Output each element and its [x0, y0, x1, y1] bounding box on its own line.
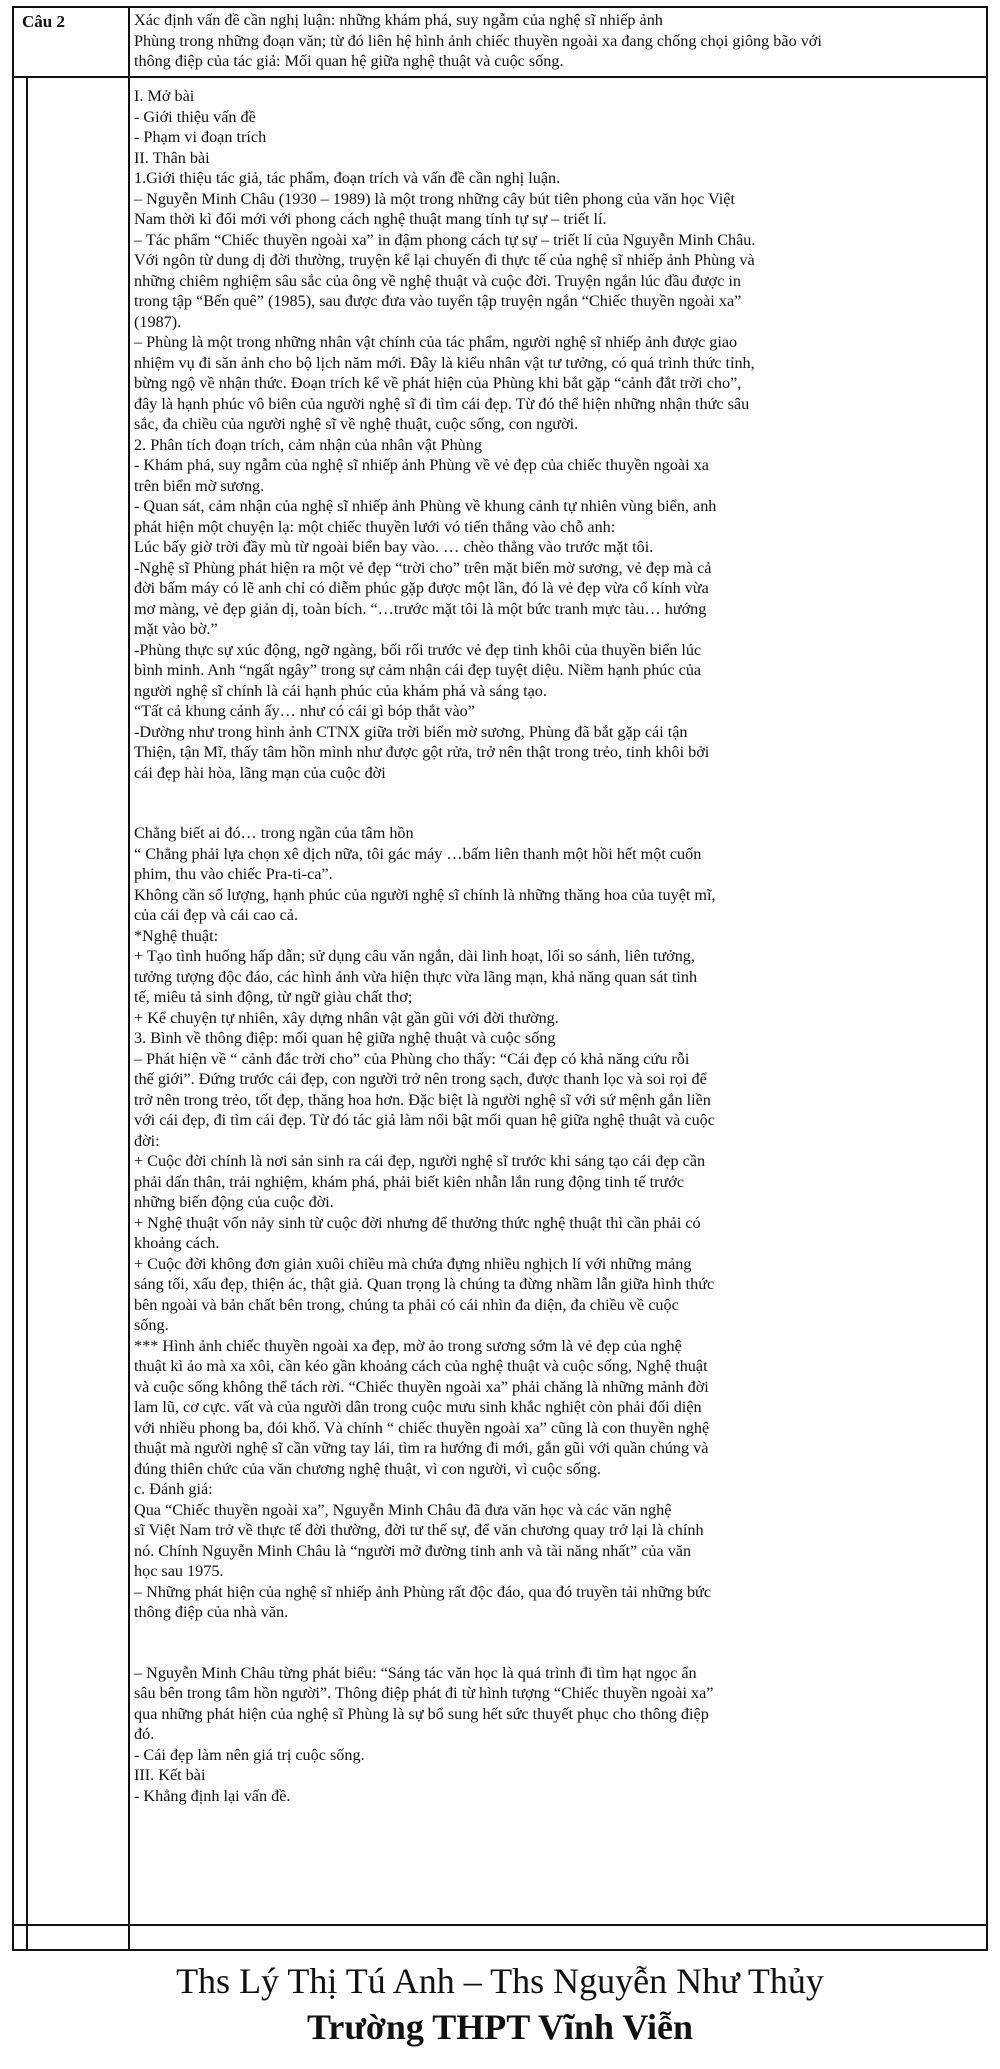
text-line: sáng tối, xấu đẹp, thiện ác, thật giả. Quan trọng là chúng ta đừng nhầm lẫn giữa hình thức	[134, 1275, 715, 1293]
text-line: Với ngôn từ dung dị đời thường, truyện kể lại chuyến đi thực tế của nghệ sĩ nhiếp ảnh Phùng và	[134, 251, 755, 269]
text-line: + Nghệ thuật vốn nảy sinh từ cuộc đời nhưng để thưởng thức nghệ thuật thì cần phải có	[134, 1213, 701, 1232]
text-line: những biến động của cuộc đời.	[134, 1193, 334, 1211]
text-line: - Phạm vi đoạn trích	[134, 128, 267, 146]
text-line: đây là hạnh phúc vô biên của người nghệ sĩ đi tìm cái đẹp. Từ đó thể hiện những nhận thức sâu	[134, 394, 750, 413]
text-line: *** Hình ảnh chiếc thuyền ngoài xa đẹp, mờ ảo trong sương sớm là vẻ đẹp của nghệ	[134, 1336, 682, 1355]
text-line: tế, miêu tả sinh động, từ ngữ giàu chất thơ;	[134, 988, 413, 1006]
text-line: - Quan sát, cảm nhận của nghệ sĩ nhiếp ảnh Phùng về khung cảnh tự nhiên vùng biển, anh	[134, 497, 717, 515]
row-divider-bottom	[12, 1924, 988, 1926]
text-line: những chiêm nghiệm sâu sắc của ông về nghệ thuật và cuộc đời. Truyện ngắn lúc đầu được in	[134, 271, 741, 290]
table-border-top	[12, 6, 988, 8]
text-line: Thiện, tận Mĩ, thấy tâm hồn mình như được gột rửa, trở nên thật trong trẻo, tinh khôi bởi	[134, 743, 710, 761]
text-line: – Phùng là một trong những nhân vật chính của tác phẩm, người nghệ sĩ nhiếp ảnh được giao	[134, 333, 738, 351]
text-line: “Tất cả khung cảnh ấy… như có cái gì bóp thắt vào”	[134, 702, 475, 720]
footer-authors: Ths Lý Thị Tú Anh – Ths Nguyễn Như Thủy	[176, 1961, 824, 2001]
text-line: bên ngoài và bản chất bên trong, chúng ta phải có cái nhìn đa diện, đa chiều về cuộc	[134, 1295, 679, 1314]
text-line: sâu bên trong tâm hồn người”. Thông điệp phát đi từ hình tượng “Chiếc thuyền ngoài xa”	[134, 1684, 714, 1702]
inner-left-line	[26, 76, 28, 1950]
text-line: “ Chẳng phải lựa chọn xê dịch nữa, tôi gác máy …bấm liên thanh một hồi hết một cuốn	[134, 844, 702, 863]
text-line: phát hiện một chuyện lạ: một chiếc thuyền lưới vó tiến thẳng vào chỗ anh:	[134, 517, 616, 536]
text-line: + Tạo tình huống hấp dẫn; sử dụng câu văn ngắn, dài linh hoạt, lối so sánh, liên tưởng,	[134, 947, 695, 965]
blank-line	[134, 783, 984, 803]
text-line: với nhiều phong ba, đói khổ. Và chính “ chiếc thuyền ngoài xa” cũng là con thuyền nghệ	[134, 1418, 710, 1437]
text-line: -Dường như trong hình ảnh CTNX giữa trời biển mờ sương, Phùng đã bắt gặp cái tận	[134, 722, 688, 741]
text-line: phải dấn thân, trải nghiệm, khám phá, phải biết kiên nhẫn lắn rung động tinh tế trước	[134, 1172, 685, 1191]
text-line: + Cuộc đời chính là nơi sản sinh ra cái đẹp, người nghệ sĩ trước khi sáng tạo cái đẹp cần	[134, 1152, 706, 1170]
text-line: nhiệm vụ đi săn ảnh cho bộ lịch năm mới. Đây là kiểu nhân vật tư tưởng, có quá trình thức tỉnh,	[134, 353, 755, 372]
text-line: qua những phát hiện của nghệ sĩ Phùng là sự bổ sung hết sức thuyết phục cho thông điệp	[134, 1704, 709, 1723]
text-line: - Cái đẹp làm nên giá trị cuộc sống.	[134, 1745, 365, 1764]
text-line: Phùng trong những đoạn văn; từ đó liên hệ hình ảnh chiếc thuyền ngoài xa đang chống chọi giông bão với	[134, 31, 822, 50]
text-line: – Tác phẩm “Chiếc thuyền ngoài xa” in đậm phong cách tự sự – triết lí của Nguyễn Minh Châu.	[134, 230, 756, 249]
text-line: đời bấm máy có lẽ anh chỉ có diễm phúc gặp được một lần, đó là vẻ đẹp vừa cổ kính vừa	[134, 579, 709, 597]
text-line: phim, thu vào chiếc Pra-ti-ca”.	[134, 865, 333, 883]
text-line: *Nghệ thuật:	[134, 926, 219, 945]
text-line: 1.Giới thiệu tác giả, tác phẩm, đoạn trích và vấn đề cần nghị luận.	[134, 169, 561, 187]
text-line: với cái đẹp, đi tìm cái đẹp. Từ đó tác giả làm nổi bật mối quan hệ giữa nghệ thuật và cuộc	[134, 1111, 715, 1129]
text-line: + Cuộc đời không đơn giản xuôi chiều mà chứa đựng nhiều nghịch lí với những mảng	[134, 1254, 692, 1273]
text-line: nó. Chính Nguyễn Minh Châu là “người mở đường tinh anh và tài năng nhất” của văn	[134, 1541, 692, 1560]
table-border-right	[986, 6, 988, 1950]
blank-line	[134, 1623, 984, 1643]
text-line: thông điệp của tác giả: Mối quan hệ giữa nghệ thuật và cuộc sống.	[134, 52, 564, 70]
text-line: - Giới thiệu vấn đề	[134, 107, 256, 126]
text-line: Nam thời kì đổi mới với phong cách nghệ thuật mang tính tự sự – triết lí.	[134, 210, 607, 228]
text-line: thuật kì ảo mà xa xôi, cần kéo gần khoảng cách của nghệ thuật và cuộc sống, Nghệ thuật	[134, 1357, 708, 1375]
text-line: Không cần số lượng, hạnh phúc của người nghệ sĩ chính là những thăng hoa của tuyệt mĩ,	[134, 885, 716, 904]
table-border-bottom	[12, 1949, 988, 1951]
row-divider	[12, 76, 988, 78]
row2-content	[134, 86, 984, 1806]
text-line: (1987).	[134, 312, 182, 331]
text-line: – Những phát hiện của nghệ sĩ nhiếp ảnh Phùng rất độc đáo, qua đó truyền tải những bức	[134, 1582, 712, 1601]
text-line: Chẳng biết ai đó… trong ngần của tâm hồn	[134, 824, 414, 842]
text-line: II. Thân bài	[134, 148, 210, 167]
text-line: học sau 1975.	[134, 1562, 224, 1580]
text-line: c. Đánh giá:	[134, 1480, 213, 1498]
blank-line	[134, 1643, 984, 1663]
text-line: -Nghệ sĩ Phùng phát hiện ra một vẻ đẹp “trời cho” trên mặt biển mờ sương, vẻ đẹp mà cả	[134, 558, 712, 577]
text-line: sĩ Việt Nam trở về thực tế đời thường, đời tư thế sự, để văn chương quay trở lại là chính	[134, 1521, 704, 1539]
text-line: Qua “Chiếc thuyền ngoài xa”, Nguyễn Minh Châu đã đưa văn học và các văn nghệ	[134, 1500, 672, 1519]
text-line: người nghệ sĩ chính là cái hạnh phúc của khám phá và sáng tạo.	[134, 681, 547, 700]
text-line: lam lũ, cơ cực. vất và của người dân trong cuộc mưu sinh khắc nghiệt còn phải đối diện	[134, 1398, 702, 1416]
text-line: đời:	[134, 1131, 160, 1150]
text-line: của cái đẹp và cái cao cả.	[134, 906, 299, 924]
text-line: đó.	[134, 1725, 155, 1743]
text-line: - Khám phá, suy ngẫm của nghệ sĩ nhiếp ảnh Phùng về vẻ đẹp của chiếc thuyền ngoài xa	[134, 456, 709, 474]
text-line: mặt vào bờ.”	[134, 620, 218, 638]
text-line: 3. Bình về thông điệp: mối quan hệ giữa nghệ thuật và cuộc sống	[134, 1029, 556, 1047]
text-line: đúng thiên chức của văn chương nghệ thuật, vì con người, vì cuộc sống.	[134, 1459, 601, 1478]
text-line: sống.	[134, 1316, 169, 1334]
text-line: trở nên trong trẻo, tốt đẹp, thăng hoa hơn. Đặc biệt là người nghệ sĩ với sứ mệnh gắn liền	[134, 1090, 711, 1109]
text-line: 2. Phân tích đoạn trích, cảm nhận của nhân vật Phùng	[134, 435, 482, 454]
text-line: + Kể chuyện tự nhiên, xây dựng nhân vật gần gũi với đời thường.	[134, 1008, 559, 1027]
text-line: I. Mở bài	[134, 87, 195, 105]
text-line: thông điệp của nhà văn.	[134, 1603, 289, 1621]
row1-content	[134, 10, 984, 72]
text-line: trong tập “Bến quê” (1985), sau được đưa vào tuyển tập truyện ngắn “Chiếc thuyền ngoài xa”	[134, 292, 742, 310]
answer-table	[12, 6, 988, 1950]
text-line: – Nguyễn Minh Châu từng phát biểu: “Sáng tác văn học là quá trình đi tìm hạt ngọc ẩn	[134, 1663, 697, 1682]
text-line: Xác định vấn đề cần nghị luận: những khám phá, suy ngẫm của nghệ sĩ nhiếp ảnh	[134, 11, 663, 29]
column-divider	[128, 6, 130, 1950]
text-line: và cuộc sống không thể tách rời. “Chiếc thuyền ngoài xa” phải chăng là những mảnh đời	[134, 1377, 709, 1396]
text-line: khoảng cách.	[134, 1234, 220, 1252]
text-line: sắc, đa chiều của người nghệ sĩ về nghệ thuật, cuộc sống, con người.	[134, 415, 579, 433]
text-line: thuật mà người nghệ sĩ cần vững tay lái, tìm ra hướng đi mới, gắn gũi với quần chúng và	[134, 1439, 709, 1457]
text-line: cái đẹp hài hòa, lãng mạn của cuộc đời	[134, 763, 386, 782]
text-line: tưởng tượng độc đáo, các hình ảnh vừa hiện thực vừa lãng mạn, khả năng quan sát tinh	[134, 967, 698, 986]
text-line: - Khẳng định lại vấn đề.	[134, 1786, 291, 1805]
text-line: -Phùng thực sự xúc động, ngỡ ngàng, bối rối trước vẻ đẹp tinh khôi của thuyền biển lúc	[134, 640, 702, 659]
question-label: Câu 2	[22, 12, 65, 31]
footer-school: Trường THPT Vĩnh Viễn	[307, 2007, 693, 2047]
blank-line	[134, 803, 984, 823]
text-line: – Phát hiện về “ cảnh đắc trời cho” của Phùng cho thấy: “Cái đẹp có khả năng cứu rỗi	[134, 1049, 690, 1068]
text-line: bình minh. Anh “ngất ngây” trong sự cảm nhận cái đẹp tuyệt diệu. Niềm hạnh phúc của	[134, 661, 702, 679]
text-line: Lúc bấy giờ trời đầy mù từ ngoài biển bay vào. … chèo thẳng vào trước mặt tôi.	[134, 538, 654, 556]
text-line: – Nguyễn Minh Châu (1930 – 1989) là một trong những cây bút tiên phong của văn học Việt	[134, 189, 735, 208]
text-line: thế giới”. Đứng trước cái đẹp, con người trở nên trong sạch, được thanh lọc và soi rọi để	[134, 1070, 707, 1088]
text-line: mơ màng, vẻ đẹp giản dị, toàn bích. “…trước mặt tôi là một bức tranh mực tàu… hướng	[134, 599, 707, 618]
text-line: bừng ngộ về nhận thức. Đoạn trích kể về phát hiện của Phùng khi bắt gặp “cảnh đắt trời cho”,	[134, 374, 742, 392]
text-line: trên biển mờ sương.	[134, 476, 265, 495]
table-border-left	[12, 6, 14, 1950]
text-line: III. Kết bài	[134, 1766, 206, 1784]
